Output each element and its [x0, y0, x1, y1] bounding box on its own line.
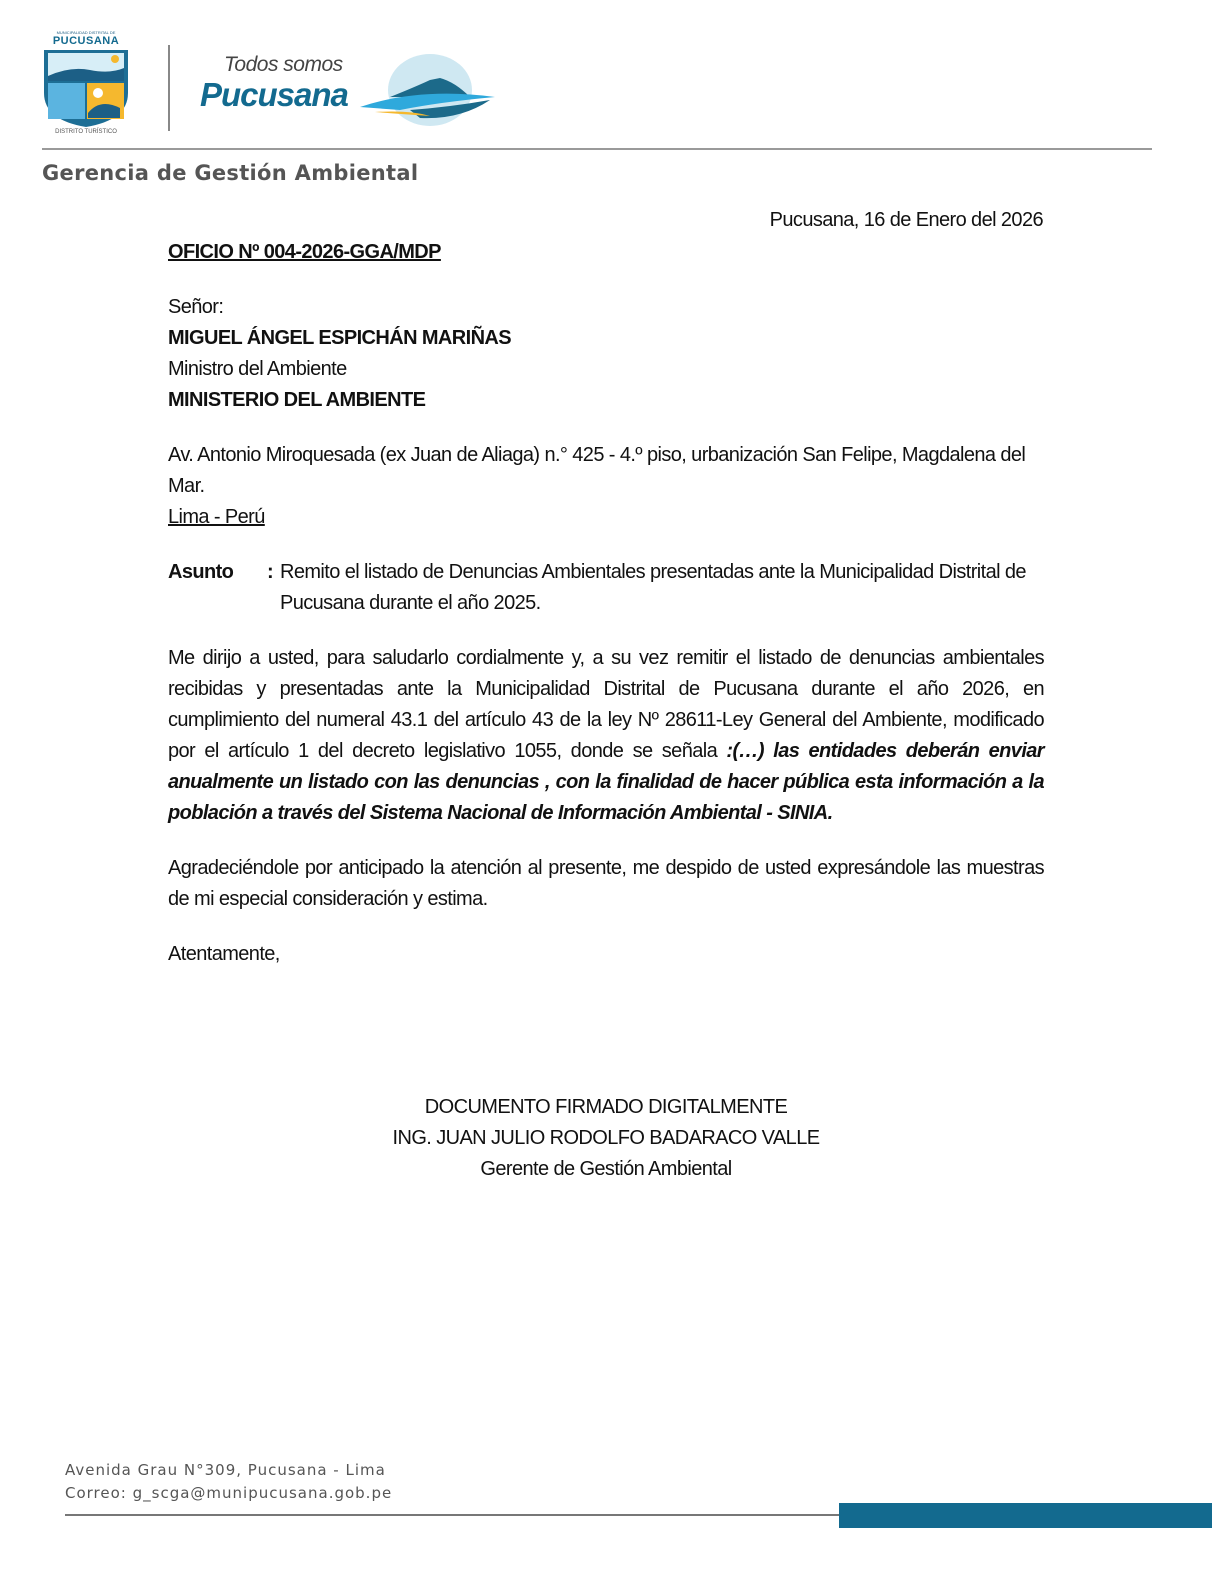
recipient-block [168, 292, 1044, 416]
letter-body [168, 237, 1044, 970]
recipient-name: MIGUEL ÁNGEL ESPICHÁN MARIÑAS [168, 327, 512, 349]
subject-text: Remito el listado de Denuncias Ambientales presentadas ante la Municipalidad Distrital de Pucusana durante el año 2025. [280, 561, 1026, 614]
signer-title: Gerente de Gestión Ambiental [480, 1158, 732, 1180]
recipient-city: Lima - Perú [168, 506, 265, 528]
subject-row [168, 557, 1044, 619]
crest-bottom-text: DISTRITO TURÍSTICO [55, 129, 117, 135]
brand-line2: Pucusana [200, 76, 348, 113]
crest-name: PUCUSANA [52, 35, 120, 47]
closing: Atentamente, [168, 943, 280, 965]
footer-address: Avenida Grau N°309, Pucusana - Lima [65, 1461, 386, 1479]
signer-name: ING. JUAN JULIO RODOLFO BADARACO VALLE [392, 1127, 820, 1149]
subject-label: Asunto [168, 561, 234, 583]
letter-reference: OFICIO Nº 004-2026-GGA/MDP [168, 241, 441, 263]
salutation: Señor: [168, 296, 224, 318]
header-separator [168, 45, 170, 131]
legal-quote: :(…) las entidades deberán enviar anualmente un listado con las denuncias , con la finalidad de hacer pública esta información a la población a través del Sistema Nacional de Información Ambiental - SINIA. [168, 740, 1044, 824]
island-wave-icon [360, 52, 495, 127]
signature-note: DOCUMENTO FIRMADO DIGITALMENTE [424, 1096, 788, 1118]
recipient-position: Ministro del Ambiente [168, 358, 347, 380]
footer-rule [65, 1514, 840, 1516]
municipal-crest [40, 30, 132, 140]
body-paragraph-2: Agradeciéndole por anticipado la atención al presente, me despido de usted expresándole las muestras de mi especial consideración y estima. [168, 857, 1044, 910]
crest-shield-icon [40, 48, 132, 128]
footer-email: Correo: g_scga@munipucusana.gob.pe [65, 1484, 393, 1502]
brand-line1: Todos somos [224, 53, 343, 76]
crest-top-text: MUNICIPALIDAD DISTRITAL DE [56, 30, 116, 35]
brand-logo [200, 52, 495, 132]
recipient-institution: MINISTERIO DEL AMBIENTE [168, 389, 426, 411]
header-rule [42, 148, 1152, 150]
subject-colon: : [267, 561, 274, 583]
footer-brand-bar [839, 1503, 1212, 1528]
body-paragraph-1 [168, 643, 1044, 829]
department-name: Gerencia de Gestión Ambiental [42, 161, 419, 185]
body-paragraph-1-text: Me dirijo a usted, para saludarlo cordialmente y, a su vez remitir el listado de denuncias ambientales recibidas y presentadas ante la Municipalidad Distrital de Pucusana durante el año 2026, en cumplimiento del numeral 43.1 del artículo 43 de la ley Nº 28611-Ley General del Ambiente, modificado por el artículo 1 del decreto legislativo 1055, donde se señala [168, 647, 1044, 762]
signature-block [306, 1092, 906, 1185]
address-block [168, 440, 1044, 533]
recipient-address: Av. Antonio Miroquesada (ex Juan de Aliaga) n.° 425 - 4.º piso, urbanización San Felipe, Magdalena del Mar. [168, 444, 1026, 497]
letter-date: Pucusana, 16 de Enero del 2026 [769, 209, 1043, 231]
